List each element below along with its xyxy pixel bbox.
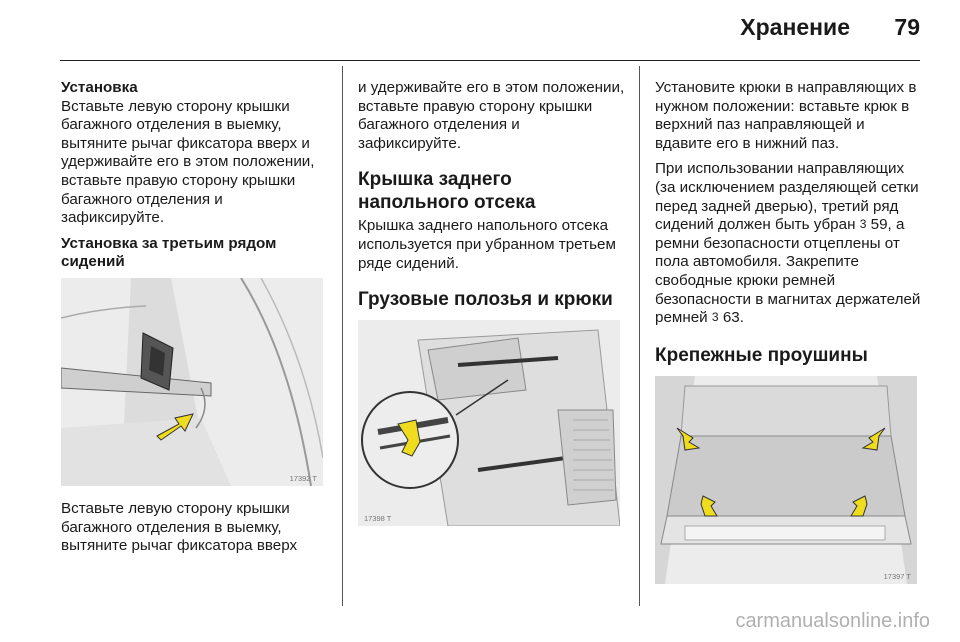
- figure-id: 17397 T: [883, 571, 911, 581]
- rails-usage-text: При использовании направляющих (за исключением разделяющей сетки перед задней дверью), третий ряд сидений должен быть убран: [655, 160, 919, 234]
- column-divider-left: [342, 66, 343, 606]
- rails-usage-text-2: 59, а ремни безопасности отцеплены от пола автомобиля. Закрепите свободные крюки ремней безопасности в магнитах держателей ремней: [655, 216, 921, 327]
- page-ref-arrow-icon: 3: [859, 217, 867, 232]
- figure-id: 17392 T: [289, 473, 317, 483]
- cargo-floor-illustration: [655, 376, 917, 584]
- heading-floor-cover: Крышка заднего напольного отсека: [358, 169, 536, 214]
- column-divider-right: [639, 66, 640, 606]
- paragraph-install: Вставьте левую сторону крышки багажного отделения в выемку, вытяните рычаг фиксатора вверх и удерживайте его в этом положении, вставьте правую сторону крышки багажного отделения и зафиксируйте.: [61, 97, 315, 227]
- column-2: [358, 79, 626, 526]
- figure-eyelets: [655, 376, 917, 584]
- heading-install-third-row: Установка за третьим рядом сидений: [61, 234, 277, 271]
- trunk-cover-illustration: [61, 278, 323, 486]
- paragraph-continued: и удерживайте его в этом положении, вставьте правую сторону крышки багажного отделения и зафиксируйте.: [358, 79, 625, 152]
- heading-rails-hooks: Грузовые полозья и крюки: [358, 289, 613, 311]
- header-rule: [60, 60, 920, 61]
- heading-install: Установка: [61, 79, 138, 96]
- column-3: [655, 79, 923, 584]
- paragraph-hooks-install: Установите крюки в направляющих в нужном положении: вставьте крюк в верхний паз направляющей и вдавите его в нижний паз.: [655, 79, 917, 152]
- cargo-rails-illustration: [358, 320, 620, 526]
- header-title: Хранение: [740, 14, 850, 40]
- paragraph-install-third-row: Вставьте левую сторону крышки багажного отделения в выемку, вытяните рычаг фиксатора вверх: [61, 499, 298, 555]
- paragraph-floor-cover: Крышка заднего напольного отсека используется при убранном третьем ряде сидений.: [358, 217, 616, 272]
- heading-eyelets: Крепежные проушины: [655, 344, 868, 366]
- paragraph-rails-usage: [655, 160, 923, 327]
- page-ref-arrow-icon: 3: [711, 310, 719, 325]
- figure-cargo-rails: [358, 320, 620, 526]
- rails-usage-text-3: 63.: [722, 309, 744, 327]
- watermark: carmanualsonline.info: [735, 610, 930, 632]
- figure-cover-install: [61, 278, 323, 486]
- figure-id: 17398 T: [364, 514, 392, 524]
- column-1: [61, 79, 329, 563]
- page-number: 79: [894, 14, 920, 40]
